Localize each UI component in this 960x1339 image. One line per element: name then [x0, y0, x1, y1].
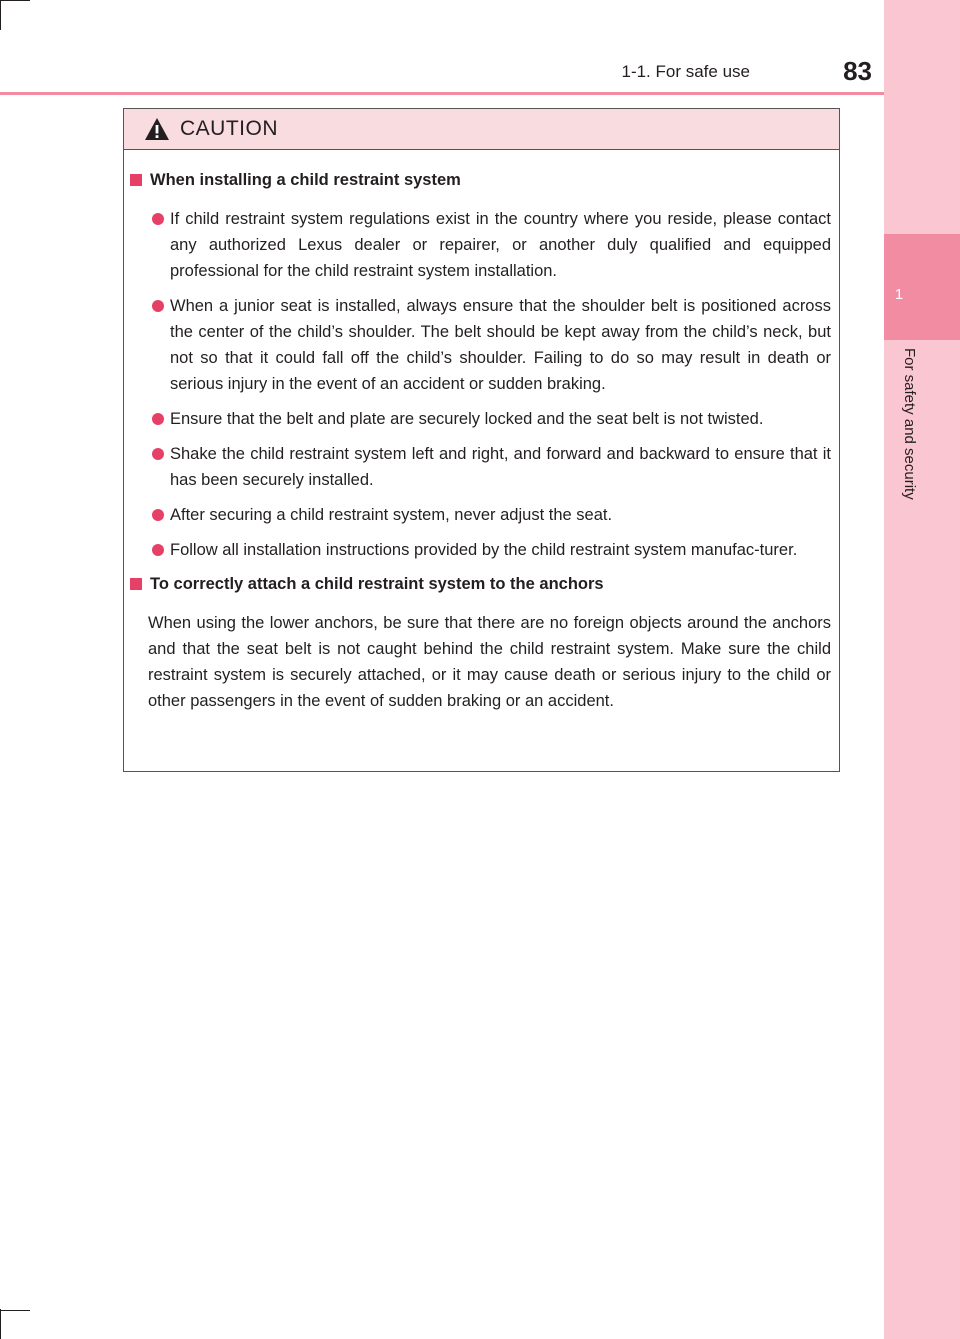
- circle-bullet-icon: [152, 300, 164, 312]
- header-rule: [0, 92, 884, 95]
- list-item: [152, 502, 831, 528]
- chapter-number: 1: [894, 286, 904, 303]
- circle-bullet-icon: [152, 213, 164, 225]
- list-item: [152, 406, 831, 432]
- section-heading-text: To correctly attach a child restraint system to the anchors: [150, 575, 604, 593]
- list-item: [152, 206, 831, 284]
- crop-mark: [0, 1310, 30, 1311]
- circle-bullet-icon: [152, 544, 164, 556]
- circle-bullet-icon: [152, 509, 164, 521]
- list-item-text: If child restraint system regulations exist in the country where you reside, please contact any authorized Lexus dealer or repairer, or another duly qualified and equipped professional for the child restraint system installation.: [170, 210, 831, 280]
- square-bullet-icon: [130, 578, 142, 590]
- square-bullet-icon: [130, 174, 142, 186]
- list-item-text: Ensure that the belt and plate are securely locked and the seat belt is not twisted.: [170, 410, 764, 428]
- list-item: [152, 537, 831, 563]
- section-paragraph: When using the lower anchors, be sure that there are no foreign objects around the anchors and that the seat belt is not caught behind the child restraint system. Make sure the child restraint system is securely attached, or it may cause death or serious injury to the child or other passengers in the event of sudden braking or an accident.: [148, 614, 831, 710]
- side-strip: [884, 0, 960, 1339]
- list-item-text: Follow all installation instructions provided by the child restraint system manufac-turer.: [170, 541, 798, 559]
- crop-mark: [0, 0, 30, 1]
- caution-body: [124, 150, 839, 714]
- list-item: [152, 293, 831, 397]
- section-heading: [130, 168, 831, 192]
- circle-bullet-icon: [152, 448, 164, 460]
- list-item-text: Shake the child restraint system left and right, and forward and backward to ensure that it has been securely installed.: [170, 445, 831, 489]
- caution-title: CAUTION: [180, 117, 278, 140]
- caution-header: [124, 109, 839, 150]
- list-item-text: When a junior seat is installed, always ensure that the shoulder belt is positioned across the center of the child’s shoulder. The belt should be kept away from the child’s neck, but not so that it could fall off the child’s shoulder. Failing to do so may result in death or serious injury in the event of an accident or sudden braking.: [170, 297, 831, 393]
- section-heading-text: When installing a child restraint system: [150, 171, 461, 189]
- page-number: 83: [843, 56, 872, 86]
- crop-mark: [0, 1309, 1, 1339]
- caution-box: [123, 108, 840, 772]
- list-item-text: After securing a child restraint system, never adjust the seat.: [170, 506, 613, 524]
- circle-bullet-icon: [152, 413, 164, 425]
- chapter-label: For safety and security: [901, 348, 918, 500]
- section-title: 1-1. For safe use: [621, 62, 750, 81]
- section-heading: [130, 572, 831, 596]
- list-item: [152, 441, 831, 493]
- crop-mark: [0, 0, 1, 30]
- warning-triangle-icon: [144, 117, 170, 141]
